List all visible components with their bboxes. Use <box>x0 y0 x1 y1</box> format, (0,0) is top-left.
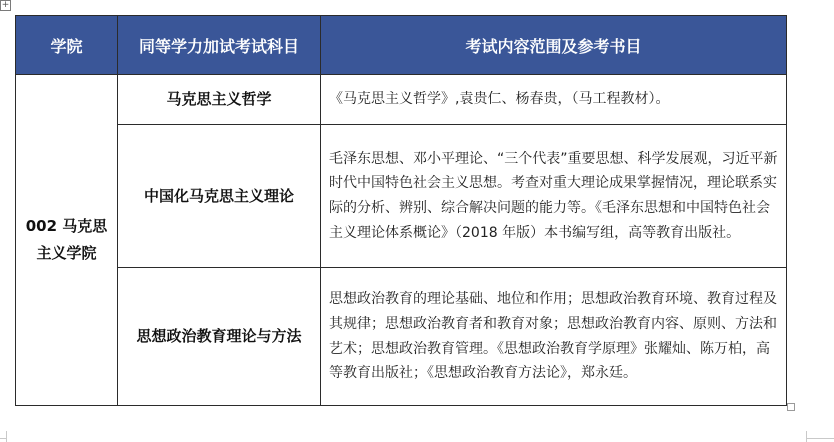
scope-cell: 《马克思主义哲学》,袁贵仁、杨春贵，（马工程教材）。 <box>321 75 787 125</box>
table-move-handle-icon[interactable]: + <box>1 0 10 10</box>
exam-subjects-table <box>15 15 787 406</box>
subject-cell: 马克思主义哲学 <box>118 75 321 125</box>
scope-cell: 毛泽东思想、邓小平理论、“三个代表”重要思想、科学发展观，习近平新时代中国特色社会主义思想。考查对重大理论成果掌握情况，理论联系实际的分析、辨别、综合解决问题的能力等。《毛泽东思想和中国特色社会主义理论体系概论》（2018 年版）本书编写组，高等教育出版社。 <box>321 125 787 268</box>
page-margin-marker <box>6 431 7 442</box>
table-row <box>16 125 787 268</box>
header-subject: 同等学力加试考试科目 <box>118 16 321 75</box>
page-margin-marker <box>806 438 834 439</box>
scope-cell: 思想政治教育的理论基础、地位和作用；思想政治教育环境、教育过程及其规律；思想政治教育者和教育对象；思想政治教育内容、原则、方法和艺术；思想政治教育管理。《思想政治教育学原理》张耀灿、陈万柏，高等教育出版社；《思想政治教育方法论》，郑永廷。 <box>321 268 787 406</box>
table-row <box>16 75 787 125</box>
table-row <box>16 268 787 406</box>
header-scope: 考试内容范围及参考书目 <box>321 16 787 75</box>
subject-cell: 思想政治教育理论与方法 <box>118 268 321 406</box>
table-header-row <box>16 16 787 75</box>
header-college: 学院 <box>16 16 118 75</box>
table-resize-handle[interactable] <box>787 403 795 411</box>
college-cell: 002 马克思主义学院 <box>16 75 118 406</box>
subject-cell: 中国化马克思主义理论 <box>118 125 321 268</box>
page-margin-marker <box>806 431 807 442</box>
